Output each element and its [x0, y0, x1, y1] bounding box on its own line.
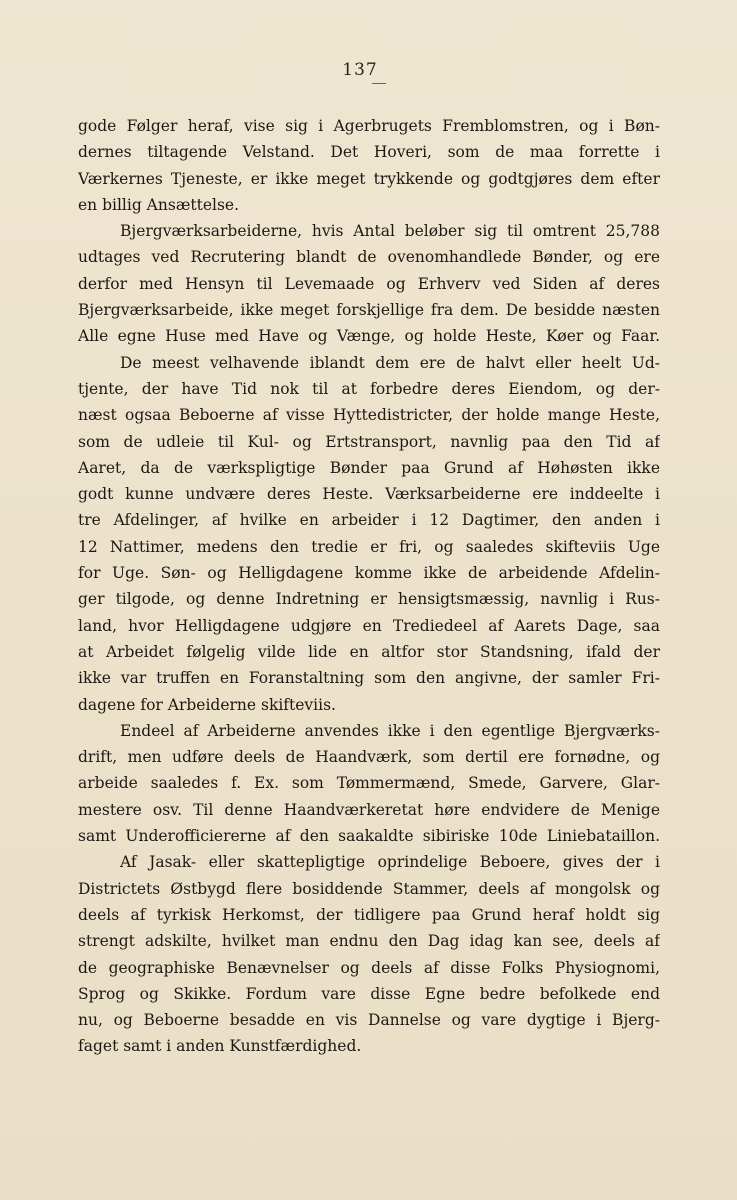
body-text: [78, 113, 660, 1060]
text-line: drift, men udføre deels de Haandværk, som dertil ere fornødne, og: [78, 748, 660, 767]
text-line: dagene for Arbeiderne skifteviis.: [78, 695, 336, 714]
text-line: tjente, der have Tid nok til at forbedre deres Eiendom, og der-: [78, 379, 660, 398]
text-line: deels af tyrkisk Herkomst, der tidligere paa Grund heraf holdt sig: [78, 905, 660, 924]
text-line: som de udleie til Kul- og Ertstransport, navnlig paa den Tid af: [78, 432, 660, 451]
text-line: en billig Ansættelse.: [78, 195, 240, 214]
text-line: De meest velhavende iblandt dem ere de halvt eller heelt Ud-: [120, 353, 660, 372]
text-line: Bjergværksarbeiderne, hvis Antal beløber sig til omtrent 25,788: [120, 222, 660, 241]
text-line: nu, og Beboerne besadde en vis Dannelse og vare dygtige i Bjerg-: [78, 1011, 660, 1030]
text-line: samt Underofficiererne af den saakaldte sibiriske 10de Liniebataillon.: [78, 827, 660, 846]
text-line: mestere osv. Til denne Haandværkeretat høre endvidere de Menige: [78, 800, 660, 819]
text-line: Bjergværksarbeide, ikke meget forskjellige fra dem. De besidde næsten: [78, 301, 660, 320]
text-line: arbeide saaledes f. Ex. som Tømmermænd, Smede, Garvere, Glar-: [78, 774, 660, 793]
text-line: Aaret, da de værkspligtige Bønder paa Grund af Høhøsten ikke: [78, 458, 660, 477]
text-line: strengt adskilte, hvilket man endnu den Dag idag kan see, deels af: [78, 932, 660, 951]
text-line: Værkernes Tjeneste, er ikke meget trykkende og godtgjøres dem efter: [78, 169, 660, 188]
text-line: næst ogsaa Beboerne af visse Hyttedistricter, der holde mange Heste,: [78, 406, 660, 425]
text-line: ger tilgode, og denne Indretning er hensigtsmæssig, navnlig i Rus-: [78, 590, 660, 609]
text-line: derfor med Hensyn til Levemaade og Erhverv ved Siden af deres: [78, 274, 660, 293]
text-line: 12 Nattimer, medens den tredie er fri, og saaledes skifteviis Uge: [78, 537, 660, 556]
text-line: land, hvor Helligdagene udgjøre en Trediedeel af Aarets Dage, saa: [78, 616, 660, 635]
text-line: Endeel af Arbeiderne anvendes ikke i den egentlige Bjergværks-: [120, 721, 660, 740]
text-line: for Uge. Søn- og Helligdagene komme ikke de arbeidende Afdelin-: [78, 564, 660, 583]
text-line: udtages ved Recrutering blandt de ovenomhandlede Bønder, og ere: [78, 248, 660, 267]
text-line: dernes tiltagende Velstand. Det Hoveri, som de maa forrette i: [78, 143, 660, 162]
text-line: Alle egne Huse med Have og Vænge, og holde Heste, Køer og Faar.: [78, 327, 660, 346]
page-number: 137: [342, 60, 378, 80]
text-line: godt kunne undvære deres Heste. Værksarbeiderne ere inddeelte i: [78, 485, 660, 504]
text-line: at Arbeidet følgelig vilde lide en altfor stor Standsning, ifald der: [78, 642, 660, 661]
page-number-rule: [372, 83, 386, 84]
text-line: Af Jasak- eller skattepligtige oprindelige Beboere, gives der i: [120, 853, 660, 872]
text-line: faget samt i anden Kunstfærdighed.: [78, 1037, 362, 1056]
text-line: tre Afdelinger, af hvilke en arbeider i 12 Dagtimer, den anden i: [78, 511, 660, 530]
text-line: ikke var truffen en Foranstaltning som den angivne, der samler Fri-: [78, 669, 660, 688]
text-line: gode Følger heraf, vise sig i Agerbrugets Fremblomstren, og i Bøn-: [78, 117, 660, 135]
text-line: de geographiske Benævnelser og deels af disse Folks Physiognomi,: [78, 958, 660, 977]
text-line: Sprog og Skikke. Fordum vare disse Egne bedre befolkede end: [78, 984, 660, 1003]
text-line: Districtets Østbygd flere bosiddende Stammer, deels af mongolsk og: [78, 879, 660, 898]
